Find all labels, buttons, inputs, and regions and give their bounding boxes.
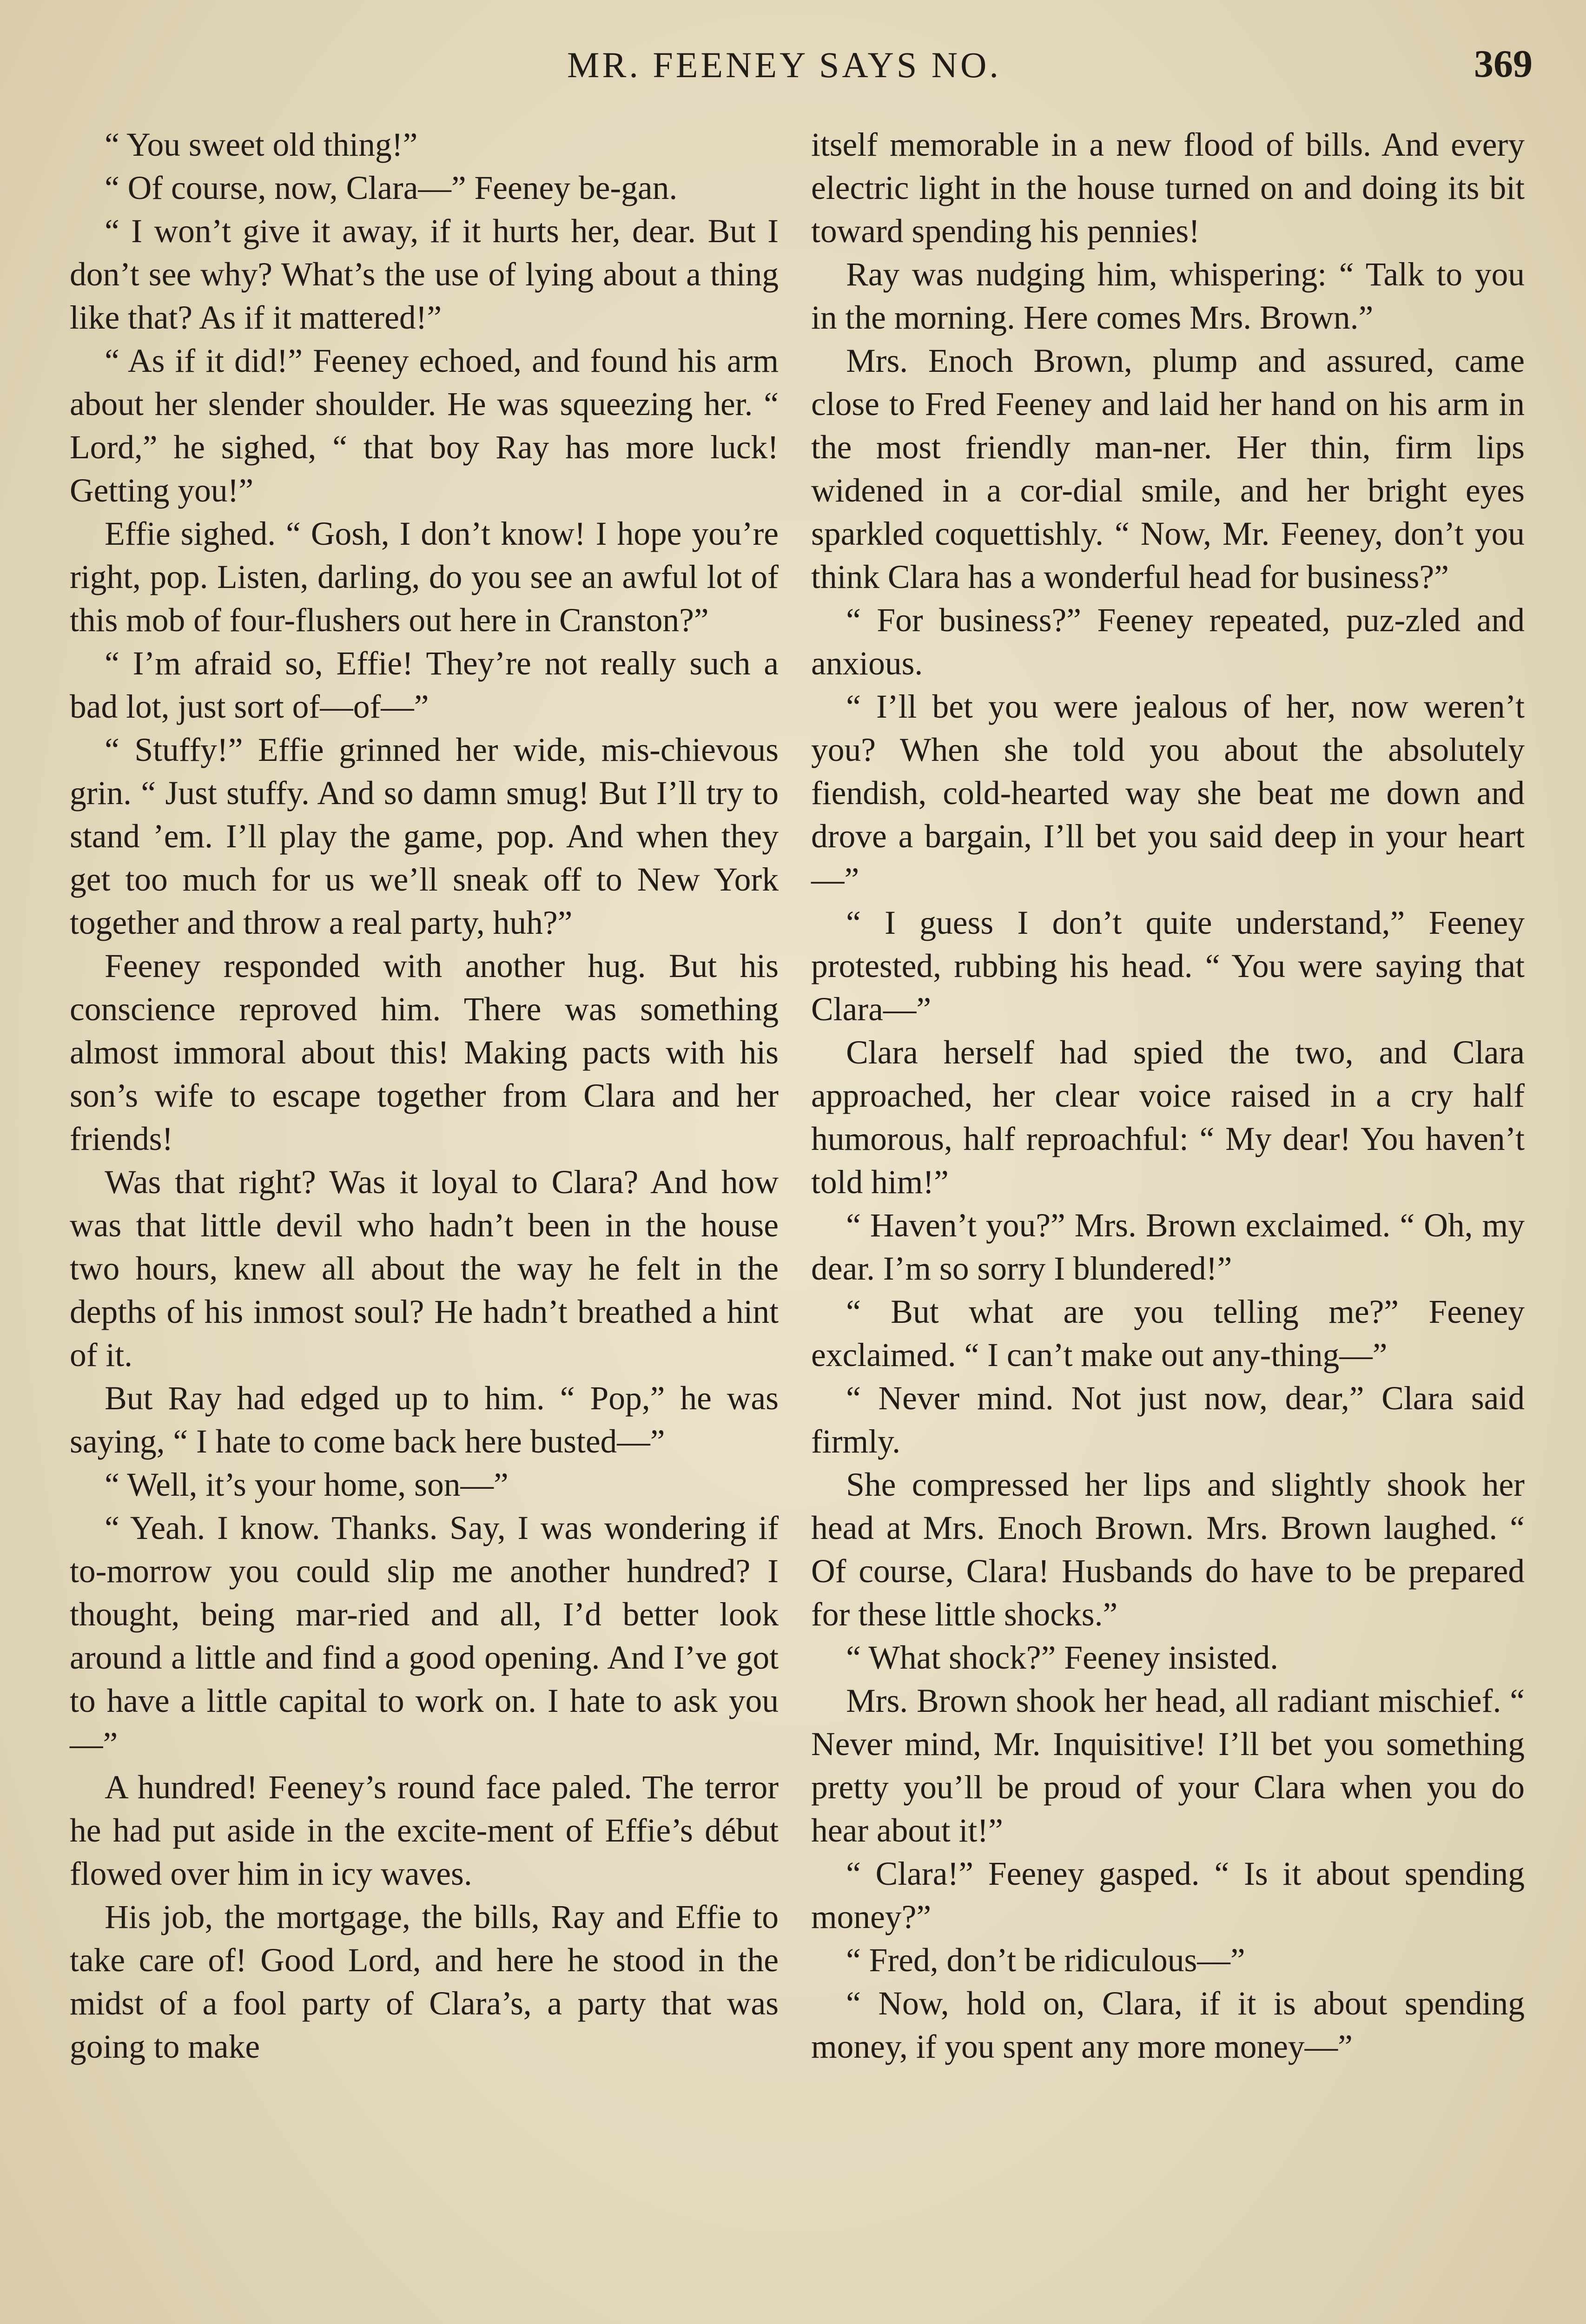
- paragraph: His job, the mortgage, the bills, Ray and Effie to take care of! Good Lord, and here he stood in the midst of a fool party of Clara’s, a party that was going to make: [70, 1899, 779, 2065]
- paragraph: Effie sighed. “ Gosh, I don’t know! I hope you’re right, pop. Listen, darling, do you see an awful lot of this mob of four-flushers out here in Cranston?”: [70, 515, 779, 639]
- paragraph: “ What shock?” Feeney insisted.: [846, 1639, 1278, 1676]
- paragraph: “ Fred, don’t be ridiculous—”: [846, 1942, 1245, 1979]
- paragraph: “ You sweet old thing!”: [105, 126, 418, 163]
- paragraph: “ I won’t give it away, if it hurts her, dear. But I don’t see why? What’s the use of lying about a thing like that? As if it mattered!”: [70, 213, 779, 336]
- paragraph: Was that right? Was it loyal to Clara? And how was that little devil who hadn’t been in the house two hours, knew all about the way he felt in the depths of his inmost soul? He hadn’t breathed a hint of it.: [70, 1164, 779, 1373]
- paragraph: Mrs. Brown shook her head, all radiant mischief. “ Never mind, Mr. Inquisitive! I’ll bet you something pretty you’ll be proud of your Clara when you do hear about it!”: [811, 1683, 1525, 1849]
- text-column-right: [811, 123, 1525, 2068]
- paragraph: “ Clara!” Feeney gasped. “ Is it about spending money?”: [811, 1855, 1525, 1935]
- paragraph: “ Now, hold on, Clara, if it is about spending money, if you spent any more money—”: [811, 1985, 1525, 2065]
- paragraph: “ I’ll bet you were jealous of her, now weren’t you? When she told you about the absolutely fiendish, cold-hearted way she beat me down and drove a bargain, I’ll bet you said deep in your heart—”: [811, 688, 1525, 898]
- paragraph: “ Well, it’s your home, son—”: [105, 1466, 509, 1503]
- paragraph: “ Never mind. Not just now, dear,” Clara said firmly.: [811, 1380, 1525, 1460]
- running-head: [0, 44, 1586, 100]
- paragraph: “ For business?” Feeney repeated, puz-zled and anxious.: [811, 602, 1525, 682]
- running-title: MR. FEENEY SAYS NO.: [567, 45, 1001, 85]
- paragraph: “ Stuffy!” Effie grinned her wide, mis-chievous grin. “ Just stuffy. And so damn smug! But I’ll try to stand ’em. I’ll play the game, pop. And when they get too much for us we’ll sneak off to New York together and throw a real party, huh?”: [70, 732, 779, 941]
- paragraph: But Ray had edged up to him. “ Pop,” he was saying, “ I hate to come back here busted—”: [70, 1380, 779, 1460]
- paragraph: “ Of course, now, Clara—” Feeney be-gan.: [105, 170, 678, 206]
- paragraph: She compressed her lips and slightly shook her head at Mrs. Enoch Brown. Mrs. Brown laughed. “ Of course, Clara! Husbands do have to be prepared for these little shocks.”: [811, 1466, 1525, 1633]
- text-column-left: [70, 123, 779, 2068]
- paragraph: Feeney responded with another hug. But his conscience reproved him. There was something almost immoral about this! Making pacts with his son’s wife to escape together from Clara and her friends!: [70, 948, 779, 1157]
- paragraph: “ Haven’t you?” Mrs. Brown exclaimed. “ Oh, my dear. I’m so sorry I blundered!”: [811, 1207, 1525, 1287]
- paragraph: “ But what are you telling me?” Feeney exclaimed. “ I can’t make out any-thing—”: [811, 1294, 1525, 1373]
- page-number: 369: [1474, 42, 1533, 86]
- paragraph: Mrs. Enoch Brown, plump and assured, came close to Fred Feeney and laid her hand on his arm in the most friendly man-ner. Her thin, firm lips widened in a cor-dial smile, and her bright eyes sparkled coquettishly. “ Now, Mr. Feeney, don’t you think Clara has a wonderful head for business?”: [811, 343, 1525, 595]
- paragraph: A hundred! Feeney’s round face paled. The terror he had put aside in the excite-ment of Effie’s début flowed over him in icy waves.: [70, 1769, 779, 1892]
- paragraph: “ Yeah. I know. Thanks. Say, I was wondering if to-morrow you could slip me another hundred? I thought, being mar-ried and all, I’d better look around a little and find a good opening. And I’ve got to have a little capital to work on. I hate to ask you—”: [70, 1510, 779, 1763]
- paragraph: itself memorable in a new flood of bills. And every electric light in the house turned on and doing its bit toward spending his pennies!: [811, 126, 1525, 250]
- paragraph: “ As if it did!” Feeney echoed, and found his arm about her slender shoulder. He was squeezing her. “ Lord,” he sighed, “ that boy Ray has more luck! Getting you!”: [70, 343, 779, 509]
- paragraph: Ray was nudging him, whispering: “ Talk to you in the morning. Here comes Mrs. Brown.”: [811, 256, 1525, 336]
- paragraph: “ I’m afraid so, Effie! They’re not really such a bad lot, just sort of—of—”: [70, 645, 779, 725]
- paragraph: “ I guess I don’t quite understand,” Feeney protested, rubbing his head. “ You were saying that Clara—”: [811, 905, 1525, 1028]
- paragraph: Clara herself had spied the two, and Clara approached, her clear voice raised in a cry half humorous, half reproachful: “ My dear! You haven’t told him!”: [811, 1034, 1525, 1201]
